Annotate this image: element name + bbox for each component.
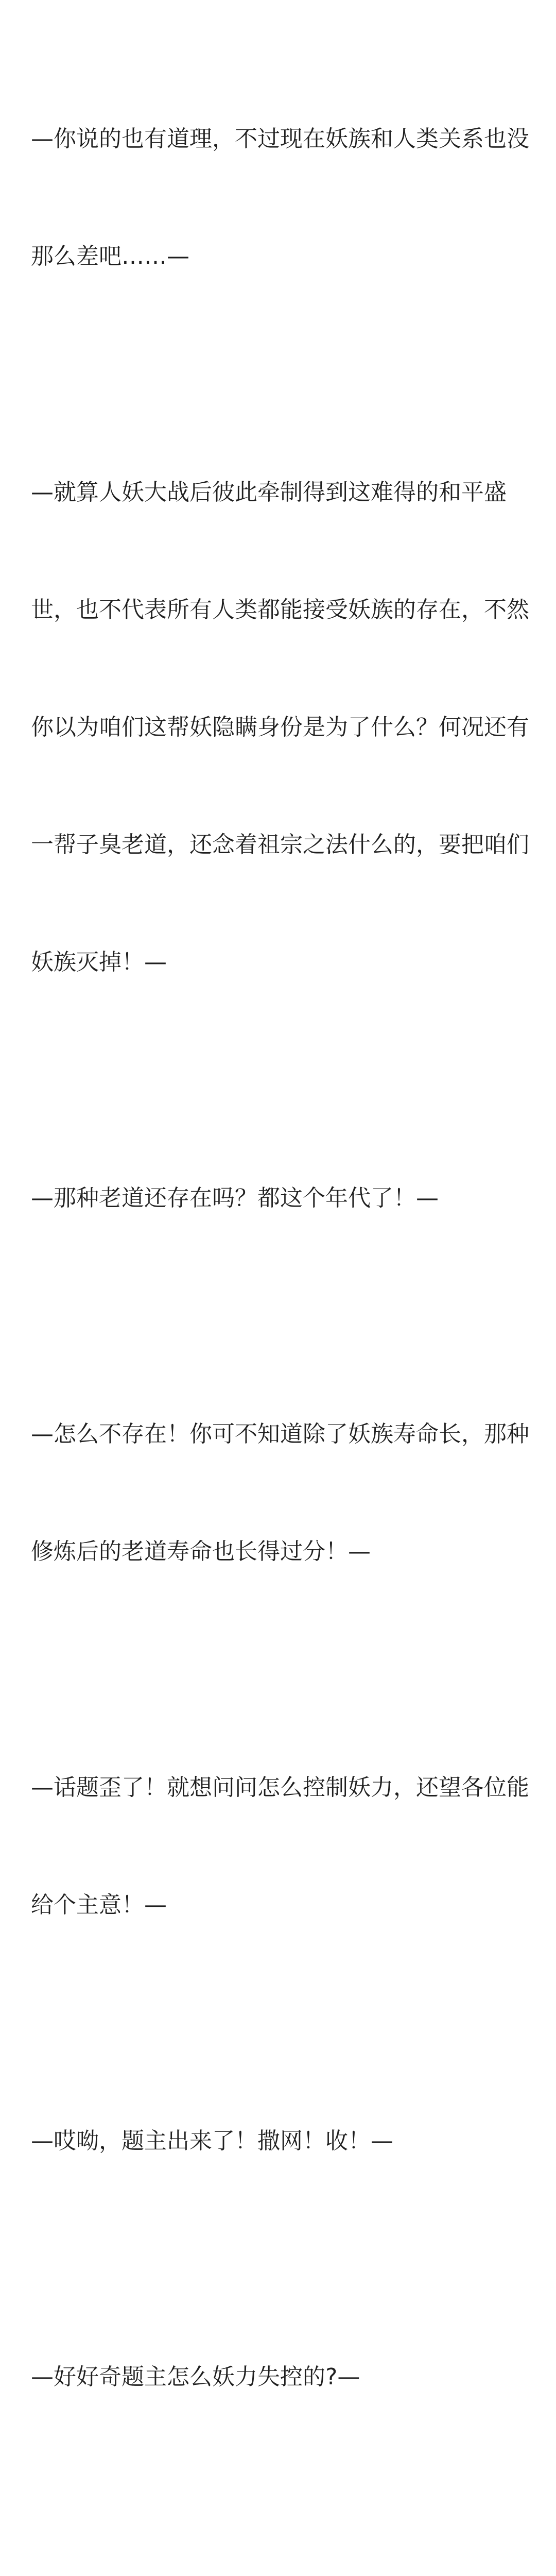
paragraph-line: —就算人妖大战后彼此牵制得到这难得的和平盛 (31, 479, 507, 505)
paragraph-line: 世，也不代表所有人类都能接受妖族的存在，不然 (31, 597, 529, 623)
paragraph-line: —哎呦，题主出来了！撒网！收！— (31, 2128, 393, 2154)
paragraph-5 (31, 1690, 529, 2003)
paragraph-1 (31, 41, 529, 354)
paragraph-line: 一帮子臭老道，还念着祖宗之法什么的，要把咱们 (31, 832, 529, 858)
paragraph-line: 修炼后的老道寿命也长得过分！— (31, 1538, 371, 1565)
paragraph-7 (31, 2279, 525, 2475)
paragraph-line: 妖族灭掉！— (31, 949, 167, 975)
paragraph-line: —你说的也有道理，不过现在妖族和人类关系也没 (31, 126, 529, 152)
paragraph-2 (31, 395, 529, 1060)
paragraph-line: 那么差吧……— (31, 243, 189, 269)
paragraph-line: 你以为咱们这帮妖隐瞒身份是为了什么？何况还有 (31, 714, 529, 740)
paragraph-3 (31, 1100, 525, 1296)
paragraph-4 (31, 1336, 529, 1650)
article-body (31, 41, 529, 2576)
paragraph-line: —话题歪了！就想问问怎么控制妖力，还望各位能 (31, 1774, 529, 1801)
paragraph-6 (31, 2043, 525, 2239)
paragraph-line: —那种老道还存在吗？都这个年代了！— (31, 1185, 439, 1211)
paragraph-line: —怎么不存在！你可不知道除了妖族寿命长，那种 (31, 1421, 529, 1447)
paragraph-8 (31, 2515, 525, 2576)
paragraph-line: —好好奇题主怎么妖力失控的?— (31, 2364, 360, 2390)
paragraph-line: 给个主意！— (31, 1892, 167, 1918)
